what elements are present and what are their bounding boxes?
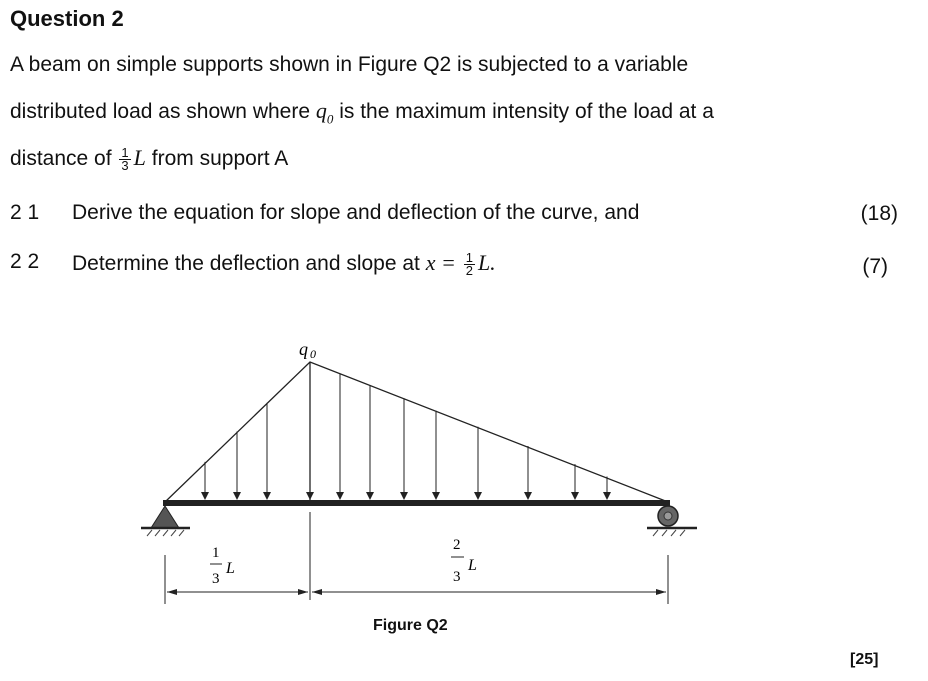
load-arrows: [201, 374, 611, 500]
l-dot-symbol: L.: [477, 250, 496, 275]
svg-text:3: 3: [453, 569, 461, 585]
fraction-one-half: $\frac{1}{2}$: [465, 249, 473, 278]
intro-line-2-pre: distributed load as shown where: [10, 100, 311, 123]
part-2-1-number: 2 1: [10, 201, 40, 224]
load-envelope: [165, 362, 668, 502]
part-2-2-text-main: Determine the deflection and slope at: [72, 252, 420, 275]
load-arrow-head: [474, 492, 482, 500]
part-2-2-marks: (7): [862, 255, 888, 278]
svg-text:q: q: [299, 339, 308, 359]
svg-text:1: 1: [212, 545, 220, 561]
roller-support-b: [647, 506, 697, 536]
dimension-line-right: [312, 589, 666, 595]
load-arrow-head: [233, 492, 241, 500]
load-arrow-head: [524, 492, 532, 500]
intro-line-2-post: is the maximum intensity of the load at a: [339, 100, 714, 123]
pin-support-a: [141, 506, 190, 536]
peak-load-arrow-head: [306, 492, 314, 500]
dimension-line-left: [167, 589, 308, 595]
load-arrow-head: [201, 492, 209, 500]
svg-text:L: L: [226, 560, 235, 577]
load-arrow-head: [400, 492, 408, 500]
intro-line-3-post: from support A: [151, 147, 289, 170]
load-arrow-head: [432, 492, 440, 500]
x-equals-symbol: x =: [425, 250, 456, 275]
part-2-1-marks: (18): [860, 202, 898, 225]
fraction-one-third: $\frac{1}{3}$: [121, 144, 129, 173]
total-marks: [25]: [850, 651, 879, 668]
load-arrow-head: [366, 492, 374, 500]
length-symbol: L: [133, 145, 146, 170]
q0-symbol: $q_0$: [315, 98, 334, 127]
load-arrow-head: [263, 492, 271, 500]
question-heading: Question 2: [10, 6, 124, 31]
svg-text:3: 3: [212, 571, 220, 587]
part-2-1-text: Derive the equation for slope and deflection of the curve, and: [72, 201, 640, 224]
intro-line-3-pre: distance of: [10, 147, 112, 170]
load-arrow-head: [571, 492, 579, 500]
load-arrow-head: [336, 492, 344, 500]
left-span-label: [210, 545, 235, 587]
load-arrow-head: [603, 492, 611, 500]
svg-text:0: 0: [310, 347, 316, 361]
peak-load-label: [299, 339, 316, 361]
part-2-2-number: 2 2: [10, 250, 40, 273]
svg-text:2: 2: [453, 537, 461, 553]
right-span-label: [451, 537, 477, 585]
beam: [163, 500, 670, 506]
intro-line-1: A beam on simple supports shown in Figure Q2 is subjected to a variable: [10, 53, 689, 76]
figure-caption: Figure Q2: [373, 617, 448, 634]
svg-text:L: L: [468, 557, 477, 574]
